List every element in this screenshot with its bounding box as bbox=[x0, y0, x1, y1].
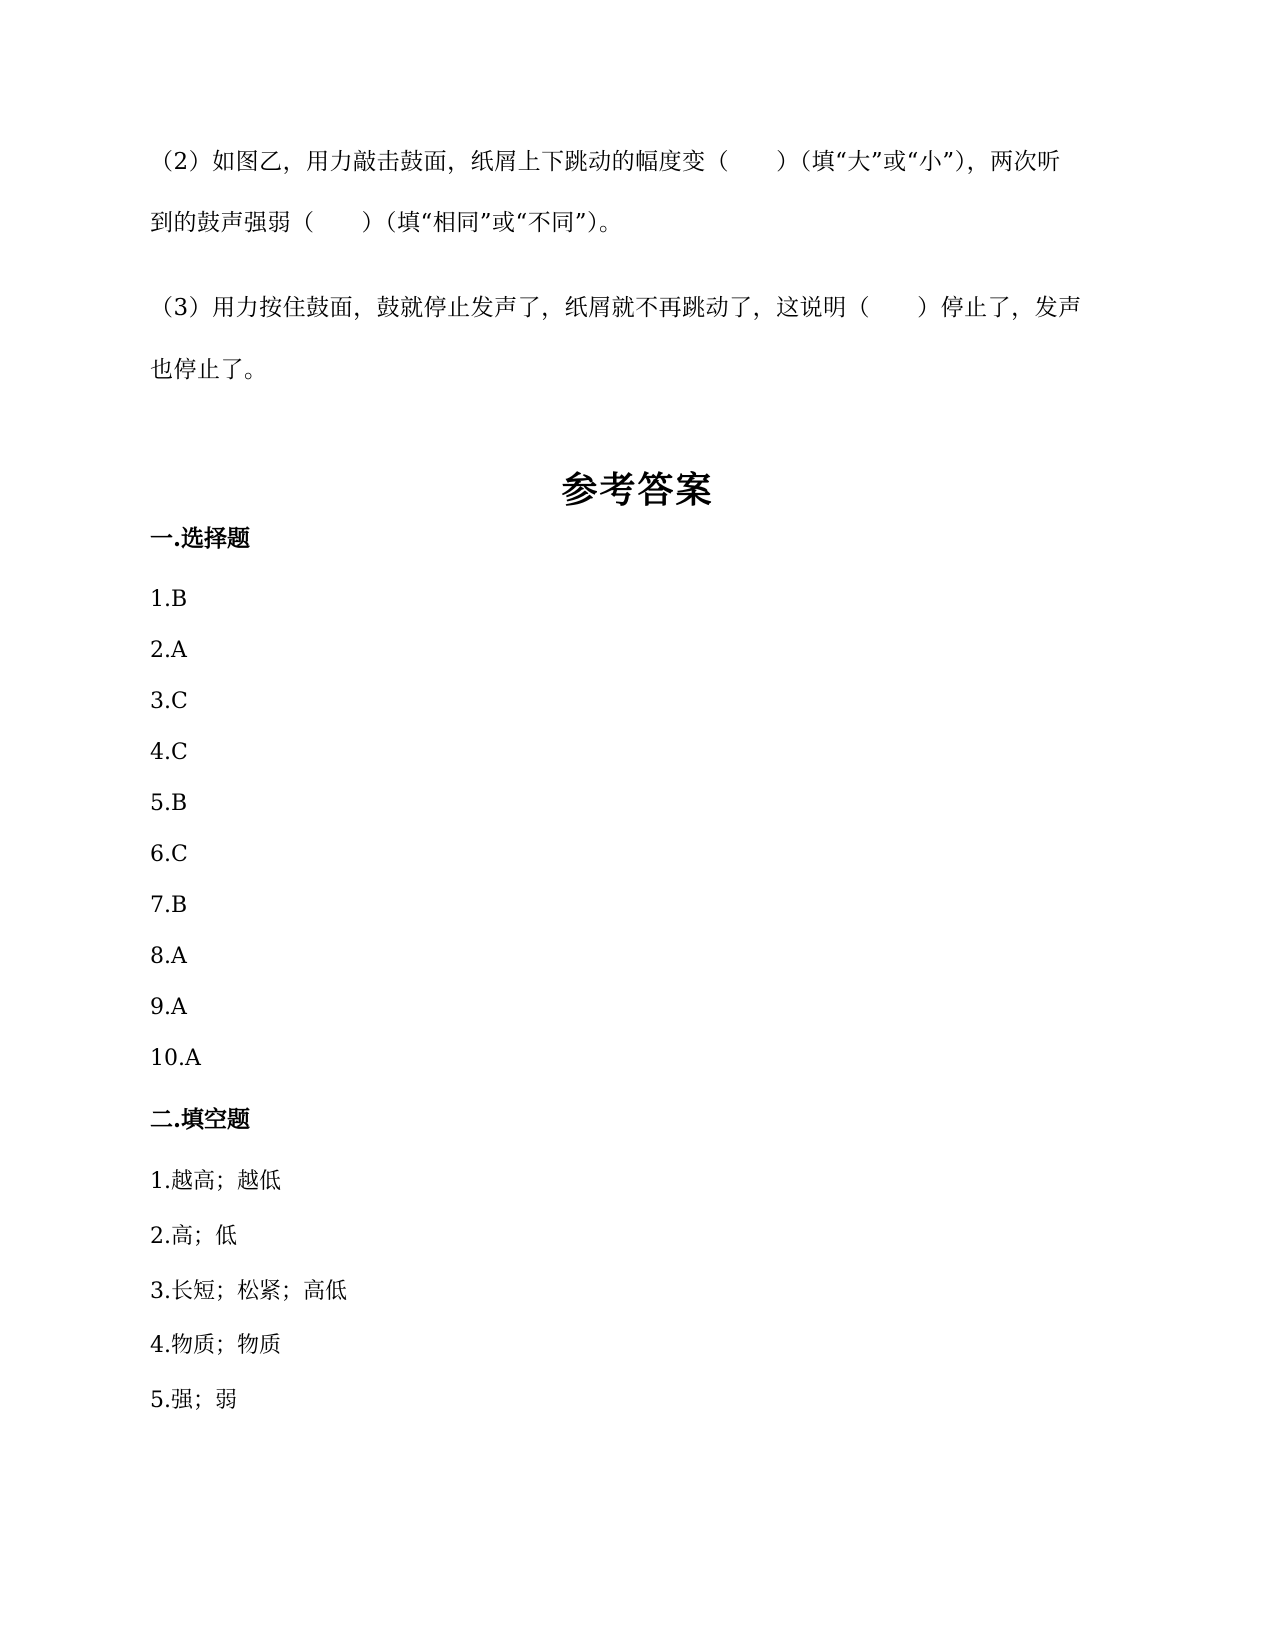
section-heading-fill-in-blank: 二.填空题 bbox=[150, 1106, 251, 1133]
answer-key-title: 参考答案 bbox=[561, 469, 714, 511]
section-heading-multiple-choice: 一.选择题 bbox=[150, 525, 251, 552]
answer-item: 3.C bbox=[150, 689, 188, 714]
answer-item: 5.强；弱 bbox=[150, 1388, 237, 1413]
answer-item: 4.物质；物质 bbox=[150, 1333, 281, 1358]
answer-item: 10.A bbox=[150, 1046, 201, 1071]
question-2-line-2: 到的鼓声强弱（ ）（填“相同”或“不同”）。 bbox=[150, 210, 623, 236]
question-2-line-1: （2）如图乙，用力敲击鼓面，纸屑上下跳动的幅度变（ ）（填“大”或“小”），两次听 bbox=[150, 149, 1061, 175]
answer-item: 7.B bbox=[150, 893, 188, 918]
answer-item: 3.长短；松紧；高低 bbox=[150, 1279, 347, 1304]
answer-item: 2.高；低 bbox=[150, 1224, 237, 1249]
answer-item: 2.A bbox=[150, 638, 187, 663]
answer-item: 9.A bbox=[150, 995, 187, 1020]
answer-item: 5.B bbox=[150, 791, 188, 816]
question-3-line-2: 也停止了。 bbox=[150, 357, 268, 383]
answer-item: 6.C bbox=[150, 842, 188, 867]
answer-item: 8.A bbox=[150, 944, 187, 969]
answer-item: 1.越高；越低 bbox=[150, 1169, 281, 1194]
answer-item: 4.C bbox=[150, 740, 188, 765]
question-3-line-1: （3）用力按住鼓面，鼓就停止发声了，纸屑就不再跳动了，这说明（ ）停止了，发声 bbox=[150, 295, 1082, 321]
answer-item: 1.B bbox=[150, 587, 188, 612]
